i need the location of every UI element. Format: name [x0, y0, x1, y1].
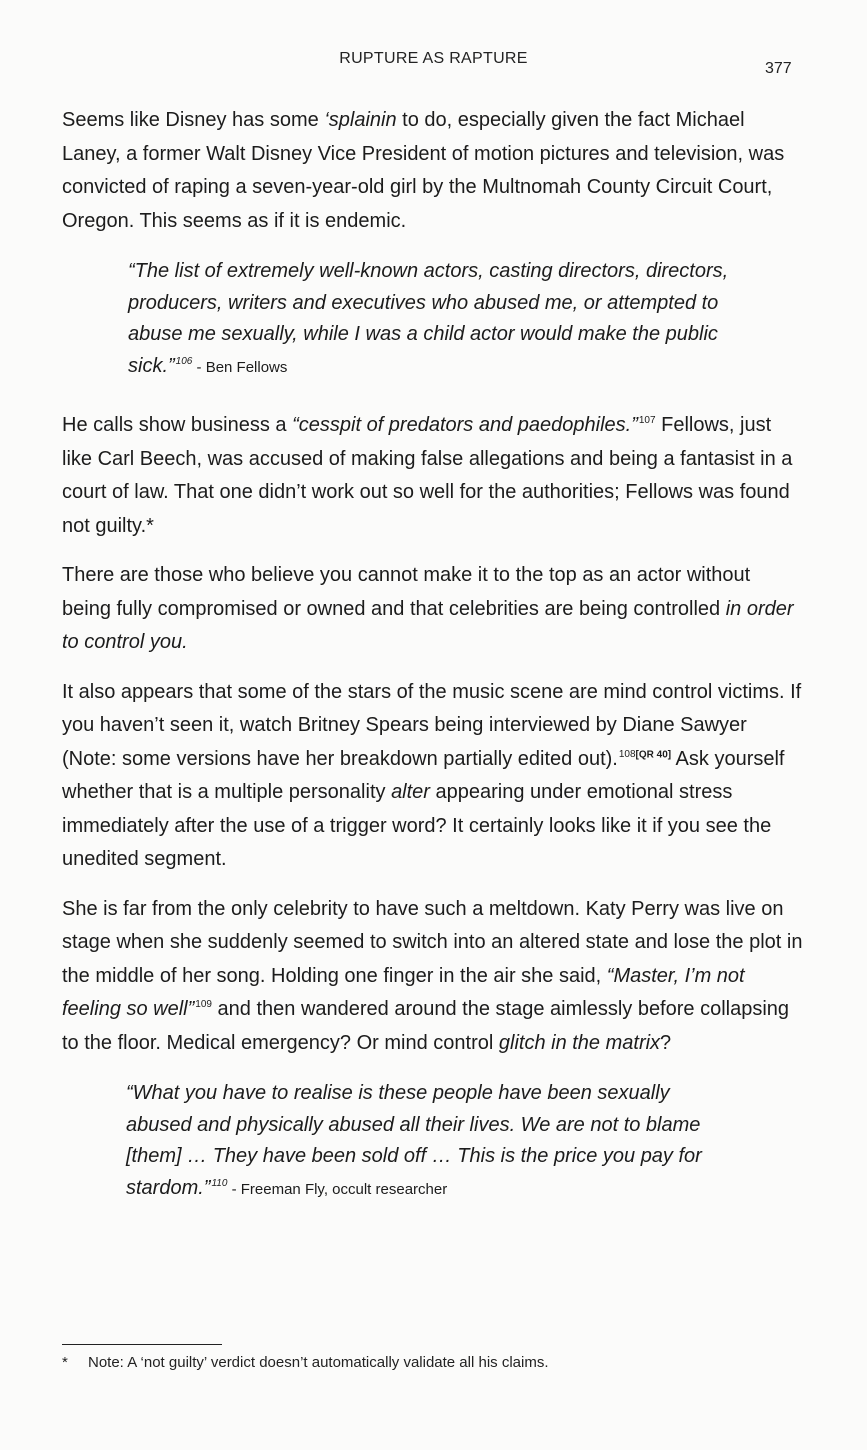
italic-run: alter — [391, 781, 430, 803]
text-run: to do, especially given the fact Michael Laney, a former Walt Disney Vice President of motion pictures and television, was convicted of raping a seven-year-old girl by the Multnomah County Circuit Court, Oregon. This seems as if it is endemic. — [62, 109, 785, 232]
page-number: 377 — [765, 60, 792, 77]
text-run: Seems like Disney has some — [62, 109, 325, 131]
quote-text: “The list of extremely well-known actors, casting directors, directors, producers, writers and executives who abused me, or attempted to abuse me sexually, while I was a child actor would make the public sick.” — [128, 260, 729, 377]
text-run: He calls show business a — [62, 414, 293, 436]
qr-ref: [QR 40] — [635, 748, 672, 760]
text-run: ? — [660, 1031, 672, 1054]
paragraph-music-scene — [62, 676, 804, 877]
paragraph-show-business — [62, 409, 804, 543]
text-run: and then wandered around the stage aimlessly before collapsing to the floor. Medical emergency? Or mind control — [62, 998, 790, 1054]
italic-run: ‘splainin — [324, 109, 397, 131]
endnote-ref: 107 — [638, 415, 656, 427]
endnote-ref: 109 — [195, 999, 212, 1011]
text-run: Fellows, just like Carl Beech, was accused of making false allegations and being a fantasist in a court of law. That one didn’t work out so well for the authorities; Fellows was found not guilty.* — [62, 414, 793, 537]
italic-run: in order to control you. — [62, 597, 794, 653]
text-run: There are those who believe you cannot make it to the top as an actor without being fully compromised or owned and that celebrities are being controlled — [62, 564, 751, 620]
footnote-text: Note: A ‘not guilty’ verdict doesn’t automatically validate all his claims. — [88, 1354, 549, 1371]
quote-ben-fellows — [128, 256, 738, 383]
footnote-divider — [62, 1344, 222, 1345]
endnote-ref: 106 — [175, 355, 193, 367]
paragraph-compromised — [62, 559, 804, 660]
italic-run: “Master, I’m not feeling so well” — [62, 964, 745, 1020]
text-run: It also appears that some of the stars of the music scene are mind control victims. If you haven’t seen it, watch Britney Spears being interviewed by Diane Sawyer (Note: some versions have her breakdown partially edited out). — [62, 680, 802, 770]
quote-attribution: - Freeman Fly, occult researcher — [227, 1180, 448, 1198]
quote-text: “What you have to realise is these people have been sexually abused and physically abused all their lives. We are not to blame [them] … They have been sold off … This is the price you pay for stardom.” — [126, 1082, 702, 1199]
italic-run: “cesspit of predators and paedophiles.” — [292, 414, 638, 436]
endnote-ref: 108 — [618, 748, 636, 760]
text-run: Ask yourself whether that is a multiple personality — [62, 747, 785, 803]
paragraph-meltdown — [62, 893, 804, 1061]
footnote — [62, 1354, 804, 1371]
endnote-ref: 110 — [211, 1177, 228, 1189]
footnote-mark: * — [62, 1354, 68, 1371]
paragraph-disney — [62, 104, 804, 238]
text-run: appearing under emotional stress immediately after the use of a trigger word? It certainly looks like it if you see the unedited segment. — [62, 781, 772, 870]
body-text — [62, 104, 804, 1231]
text-run: She is far from the only celebrity to have such a meltdown. Katy Perry was live on stage when she suddenly seemed to switch into an altered state and lose the plot in the middle of her song. Holding one finger in the air she said, — [62, 897, 803, 987]
running-head: RUPTURE AS RAPTURE — [339, 50, 528, 67]
italic-run: glitch in the matrix — [498, 1031, 661, 1054]
quote-freeman-fly — [126, 1078, 736, 1205]
quote-attribution: - Ben Fellows — [192, 358, 288, 376]
